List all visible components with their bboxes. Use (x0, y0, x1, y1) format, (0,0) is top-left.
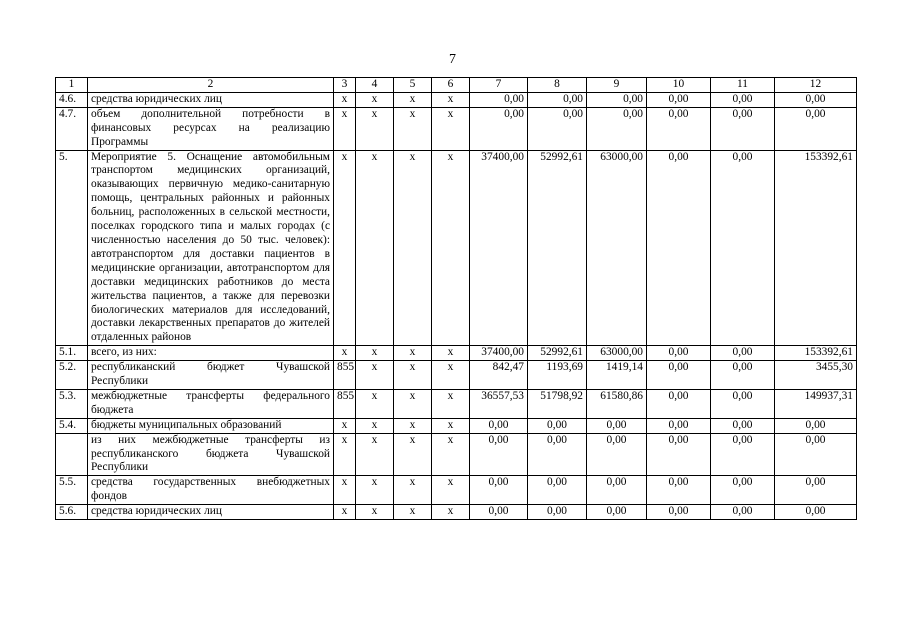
cell-col11: 0,00 (711, 389, 775, 418)
cell-col4: x (356, 433, 394, 476)
cell-col11: 0,00 (711, 505, 775, 520)
cell-col9: 0,00 (587, 476, 647, 505)
cell-col9: 1419,14 (587, 361, 647, 390)
cell-col10: 0,00 (647, 107, 711, 150)
cell-col12: 0,00 (775, 476, 857, 505)
cell-col7: 37400,00 (470, 346, 528, 361)
row-description: межбюджетные трансферты федерального бюджета (88, 389, 334, 418)
cell-col8: 0,00 (528, 418, 587, 433)
column-header: 6 (432, 78, 470, 93)
column-header: 3 (334, 78, 356, 93)
cell-col3: x (334, 107, 356, 150)
cell-col6: x (432, 361, 470, 390)
cell-col7: 0,00 (470, 433, 528, 476)
cell-col5: x (394, 389, 432, 418)
cell-col3: x (334, 418, 356, 433)
cell-col7: 0,00 (470, 92, 528, 107)
cell-col7: 0,00 (470, 107, 528, 150)
cell-col7: 0,00 (470, 476, 528, 505)
column-header: 1 (56, 78, 88, 93)
cell-col7: 0,00 (470, 418, 528, 433)
cell-col5: x (394, 346, 432, 361)
cell-col4: x (356, 389, 394, 418)
row-number: 5.1. (56, 346, 88, 361)
cell-col10: 0,00 (647, 92, 711, 107)
cell-col10: 0,00 (647, 433, 711, 476)
cell-col4: x (356, 107, 394, 150)
table-row (56, 150, 857, 346)
cell-col8: 0,00 (528, 505, 587, 520)
cell-col6: x (432, 92, 470, 107)
cell-col8: 0,00 (528, 476, 587, 505)
column-header: 7 (470, 78, 528, 93)
cell-col3: x (334, 505, 356, 520)
row-number: 5. (56, 150, 88, 346)
row-description: средства юридических лиц (88, 505, 334, 520)
cell-col9: 63000,00 (587, 346, 647, 361)
row-description: всего, из них: (88, 346, 334, 361)
cell-col3: 855 (334, 361, 356, 390)
cell-col12: 153392,61 (775, 346, 857, 361)
cell-col5: x (394, 476, 432, 505)
row-description: объем дополнительной потребности в финансовых ресурсах на реализацию Программы (88, 107, 334, 150)
row-number: 5.2. (56, 361, 88, 390)
row-number: 4.7. (56, 107, 88, 150)
cell-col8: 0,00 (528, 92, 587, 107)
cell-col12: 153392,61 (775, 150, 857, 346)
cell-col11: 0,00 (711, 346, 775, 361)
row-number: 5.6. (56, 505, 88, 520)
row-number: 5.4. (56, 418, 88, 433)
row-description: средства государственных внебюджетных фондов (88, 476, 334, 505)
table-row (56, 433, 857, 476)
cell-col6: x (432, 150, 470, 346)
cell-col5: x (394, 418, 432, 433)
table-row (56, 107, 857, 150)
cell-col12: 0,00 (775, 505, 857, 520)
cell-col3: x (334, 433, 356, 476)
cell-col5: x (394, 361, 432, 390)
cell-col7: 37400,00 (470, 150, 528, 346)
column-number-row (56, 78, 857, 93)
cell-col11: 0,00 (711, 361, 775, 390)
cell-col4: x (356, 505, 394, 520)
cell-col5: x (394, 107, 432, 150)
cell-col7: 0,00 (470, 505, 528, 520)
cell-col4: x (356, 361, 394, 390)
budget-table (55, 77, 857, 520)
column-header: 11 (711, 78, 775, 93)
row-description: Мероприятие 5. Оснащение автомобильным транспортом медицинских организаций, оказывающих первичную медико-санитарную помощь, центральных районных и районных больниц, расположенных в сельской местности, поселках городского типа и малых городах (с численностью населения до 50 тыс. человек): автотранспортом для доставки пациентов в медицинские организации, автотранспортом для доставки медицинских работников до места жительства пациентов, а также для перевозки биологических материалов для исследований, доставки лекарственных препаратов до жителей отдаленных районов (88, 150, 334, 346)
cell-col11: 0,00 (711, 150, 775, 346)
cell-col12: 0,00 (775, 92, 857, 107)
cell-col10: 0,00 (647, 418, 711, 433)
cell-col4: x (356, 418, 394, 433)
cell-col9: 61580,86 (587, 389, 647, 418)
cell-col8: 51798,92 (528, 389, 587, 418)
column-header: 9 (587, 78, 647, 93)
cell-col9: 0,00 (587, 92, 647, 107)
column-header: 10 (647, 78, 711, 93)
table-row (56, 361, 857, 390)
cell-col8: 1193,69 (528, 361, 587, 390)
row-description: из них межбюджетные трансферты из республиканского бюджета Чувашской Республики (88, 433, 334, 476)
cell-col11: 0,00 (711, 418, 775, 433)
cell-col3: x (334, 346, 356, 361)
cell-col8: 0,00 (528, 433, 587, 476)
cell-col7: 842,47 (470, 361, 528, 390)
cell-col9: 0,00 (587, 107, 647, 150)
cell-col5: x (394, 150, 432, 346)
table-row (56, 505, 857, 520)
cell-col5: x (394, 505, 432, 520)
cell-col10: 0,00 (647, 346, 711, 361)
cell-col11: 0,00 (711, 433, 775, 476)
cell-col10: 0,00 (647, 361, 711, 390)
cell-col12: 0,00 (775, 107, 857, 150)
cell-col11: 0,00 (711, 107, 775, 150)
table-row (56, 92, 857, 107)
cell-col10: 0,00 (647, 505, 711, 520)
row-number: 4.6. (56, 92, 88, 107)
cell-col5: x (394, 92, 432, 107)
table-row (56, 418, 857, 433)
cell-col9: 63000,00 (587, 150, 647, 346)
row-number (56, 433, 88, 476)
cell-col12: 0,00 (775, 433, 857, 476)
cell-col10: 0,00 (647, 150, 711, 346)
row-number: 5.5. (56, 476, 88, 505)
table-row (56, 346, 857, 361)
cell-col12: 0,00 (775, 418, 857, 433)
cell-col3: x (334, 150, 356, 346)
page-number: 7 (449, 52, 456, 67)
table-row (56, 389, 857, 418)
column-header: 12 (775, 78, 857, 93)
column-header: 4 (356, 78, 394, 93)
cell-col6: x (432, 505, 470, 520)
cell-col9: 0,00 (587, 418, 647, 433)
cell-col11: 0,00 (711, 476, 775, 505)
cell-col6: x (432, 433, 470, 476)
cell-col3: x (334, 92, 356, 107)
cell-col8: 0,00 (528, 107, 587, 150)
cell-col10: 0,00 (647, 389, 711, 418)
cell-col3: x (334, 476, 356, 505)
cell-col6: x (432, 346, 470, 361)
cell-col3: 855 (334, 389, 356, 418)
column-header: 8 (528, 78, 587, 93)
table-row (56, 476, 857, 505)
cell-col4: x (356, 476, 394, 505)
cell-col8: 52992,61 (528, 150, 587, 346)
cell-col4: x (356, 150, 394, 346)
column-header: 2 (88, 78, 334, 93)
cell-col12: 3455,30 (775, 361, 857, 390)
cell-col9: 0,00 (587, 505, 647, 520)
row-description: республиканский бюджет Чувашской Республики (88, 361, 334, 390)
row-description: средства юридических лиц (88, 92, 334, 107)
cell-col6: x (432, 418, 470, 433)
cell-col6: x (432, 476, 470, 505)
column-header: 5 (394, 78, 432, 93)
cell-col10: 0,00 (647, 476, 711, 505)
cell-col7: 36557,53 (470, 389, 528, 418)
cell-col11: 0,00 (711, 92, 775, 107)
row-description: бюджеты муниципальных образований (88, 418, 334, 433)
row-number: 5.3. (56, 389, 88, 418)
cell-col6: x (432, 107, 470, 150)
cell-col12: 149937,31 (775, 389, 857, 418)
cell-col8: 52992,61 (528, 346, 587, 361)
cell-col6: x (432, 389, 470, 418)
cell-col4: x (356, 346, 394, 361)
cell-col5: x (394, 433, 432, 476)
cell-col4: x (356, 92, 394, 107)
cell-col9: 0,00 (587, 433, 647, 476)
